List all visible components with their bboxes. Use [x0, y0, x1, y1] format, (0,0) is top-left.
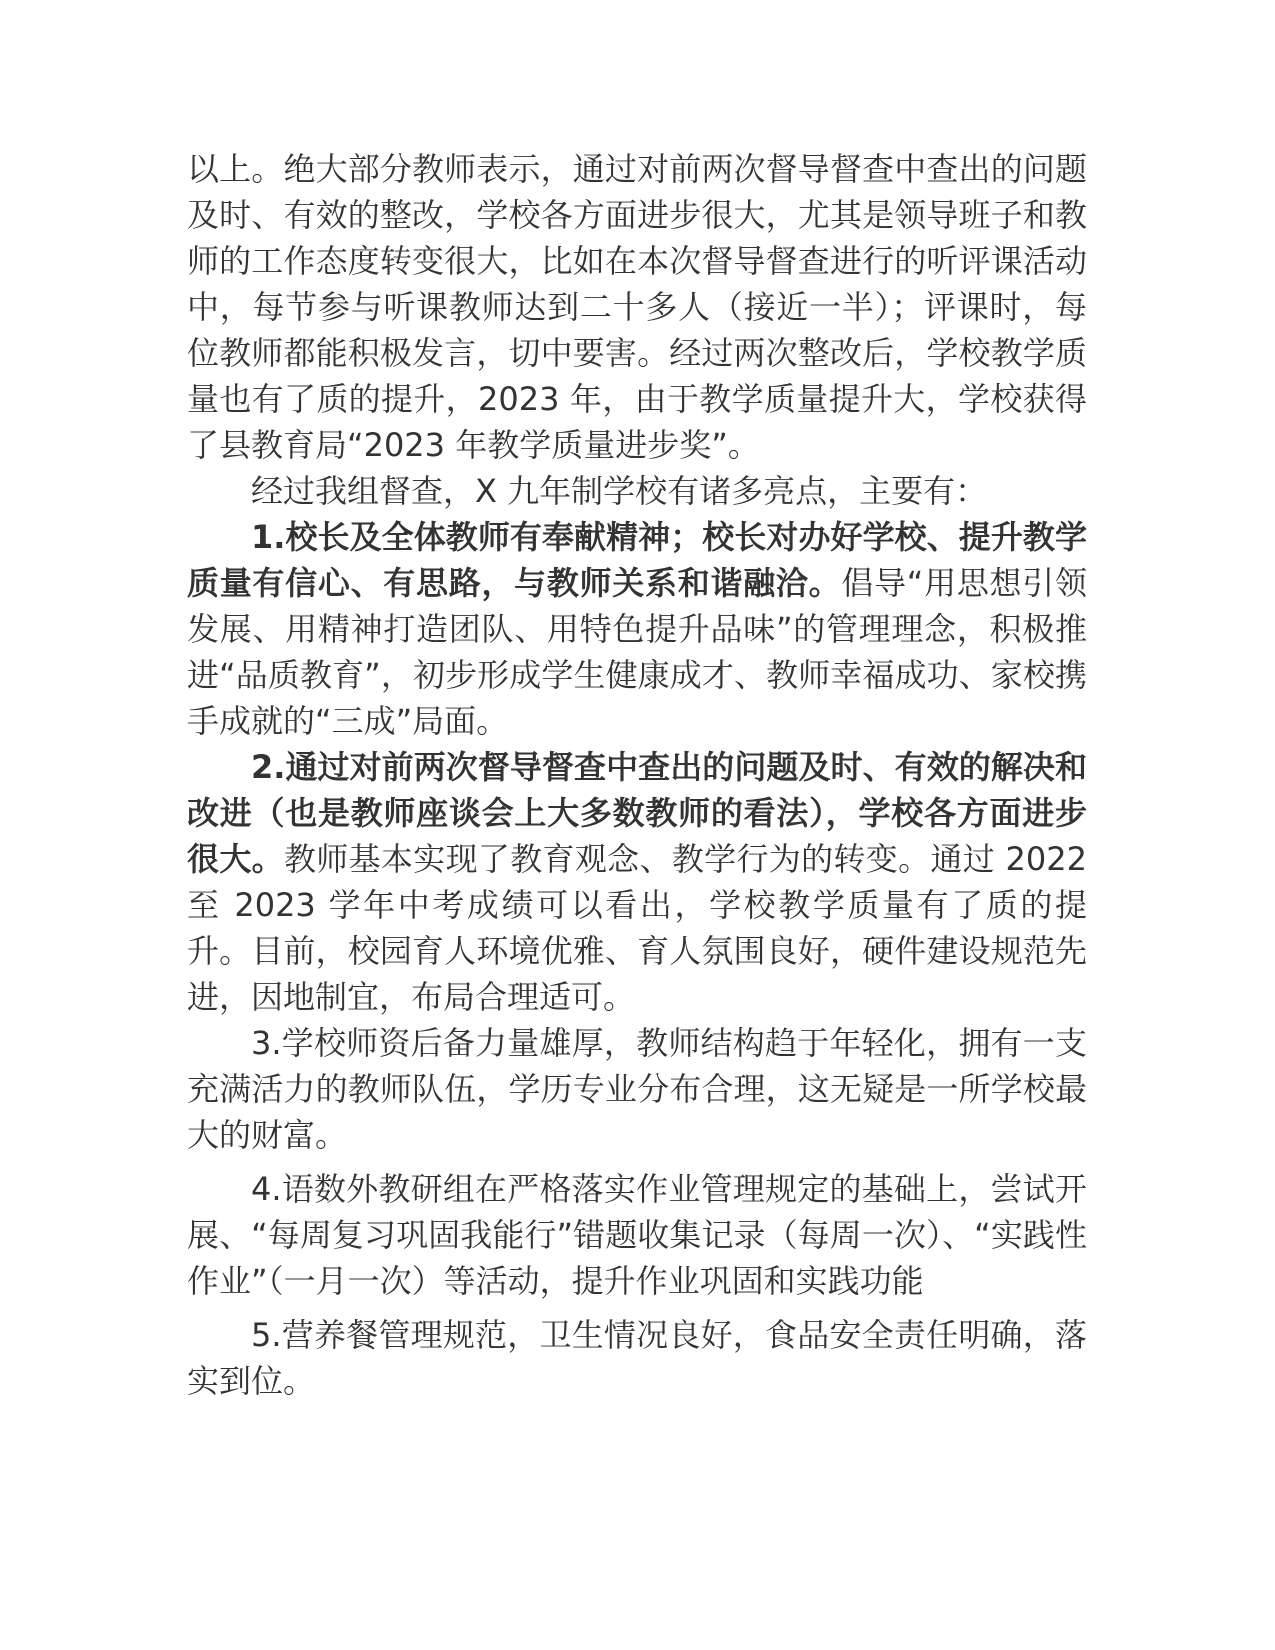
paragraph-highlight-2 [187, 744, 1087, 1020]
paragraph-highlight-5: 5.营养餐管理规范，卫生情况良好，食品安全责任明确，落实到位。 [187, 1316, 1087, 1400]
highlight-2-heading: 2.通过对前两次督导督查中查出的问题及时、有效的解决和改进（也是教师座谈会上大多数教师的看法），学校各方面进步很大。 [187, 748, 1087, 878]
highlight-2-text: 教师基本实现了教育观念、教学行为的转变。通过 2022 至 2023 学年中考成绩可以看出，学校教学质量有了质的提升。目前，校园育人环境优雅、育人氛围良好，硬件建设规范先进，因地制宜，布局合理适可。 [187, 840, 1087, 1016]
document-body [187, 146, 1087, 1404]
paragraph-highlights-intro: 经过我组督查，X 九年制学校有诸多亮点，主要有： [251, 472, 988, 510]
paragraph-highlight-1 [187, 514, 1087, 744]
paragraph-highlight-4: 4.语数外教研组在严格落实作业管理规定的基础上，尝试开展、“每周复习巩固我能行”错题收集记录（每周一次）、“实践性作业”（一月一次）等活动，提升作业巩固和实践功能 [187, 1170, 1087, 1300]
paragraph-continuation: 以上。绝大部分教师表示，通过对前两次督导督查中查出的问题及时、有效的整改，学校各方面进步很大，尤其是领导班子和教师的工作态度转变很大，比如在本次督导督查进行的听评课活动中，每节参与听课教师达到二十多人（接近一半）；评课时，每位教师都能积极发言，切中要害。经过两次整改后，学校教学质量也有了质的提升，2023 年，由于教学质量提升大，学校获得了县教育局“2023 年教学质量进步奖”。 [187, 150, 1087, 464]
highlight-1-text: 倡导“用思想引领发展、用精神打造团队、用特色提升品味”的管理理念，积极推进“品质教育”，初步形成学生健康成才、教师幸福成功、家校携手成就的“三成”局面。 [187, 564, 1087, 740]
highlight-1-heading: 1.校长及全体教师有奉献精神；校长对办好学校、提升教学质量有信心、有思路，与教师关系和谐融洽。 [187, 518, 1087, 602]
paragraph-highlight-3: 3.学校师资后备力量雄厚，教师结构趋于年轻化，拥有一支充满活力的教师队伍，学历专业分布合理，这无疑是一所学校最大的财富。 [187, 1024, 1087, 1154]
